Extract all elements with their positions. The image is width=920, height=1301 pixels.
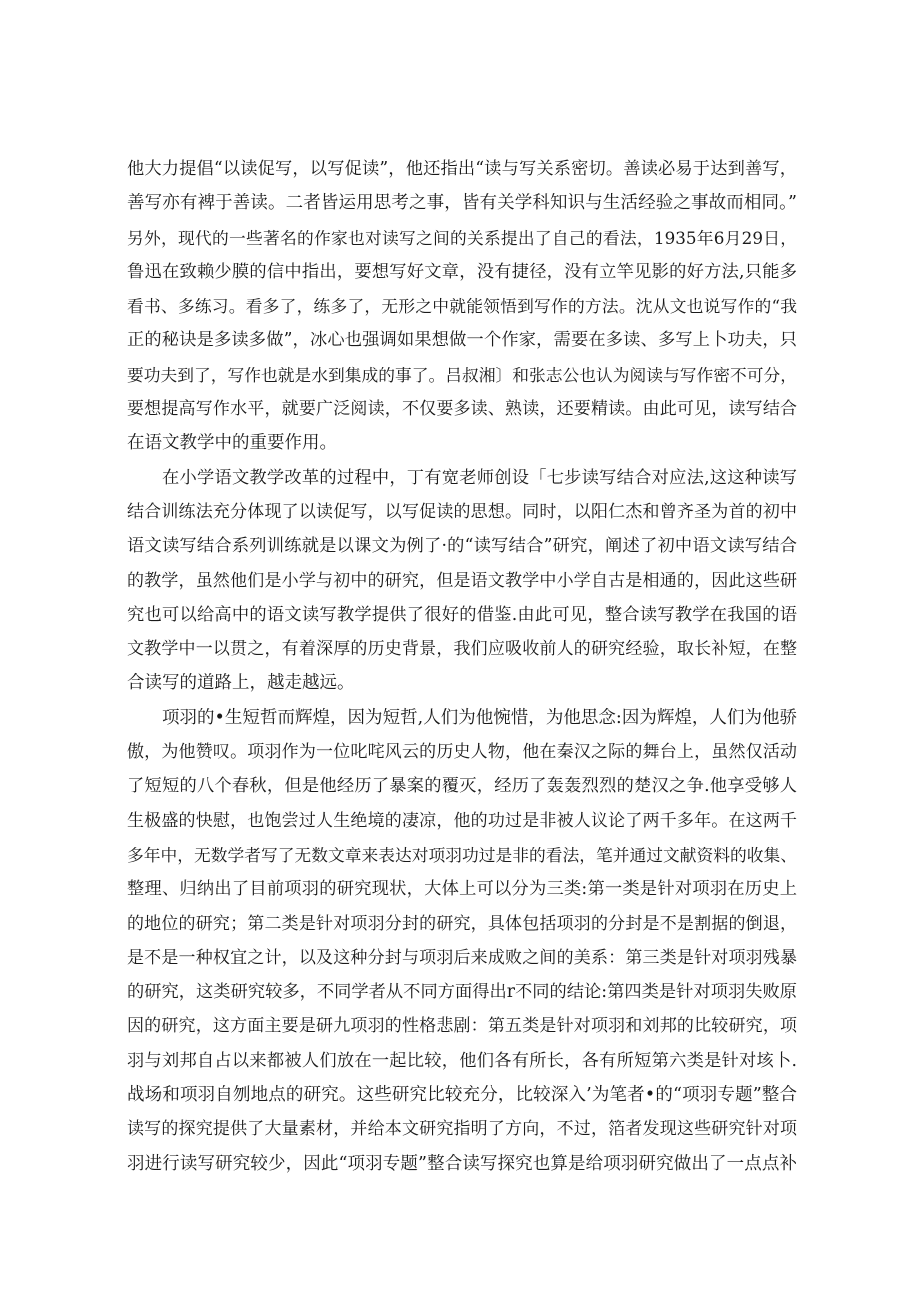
text-line: 文教学中一以贯之，有着深厚的历史背景，我们应吸收前人的研究经验，取长补短，在整 <box>127 639 797 660</box>
text-line: 羽与刘邦自占以来都被人们放在一起比较，他们各有所长，各有所短第六类是针对垓卜. <box>127 1050 797 1071</box>
text-line: 了短短的八个春秋，但是他经历了暴案的覆灭，经历了轰轰烈烈的楚汉之争.他享受够人 <box>127 776 797 797</box>
text-line: 结合训练法充分体现了以读促写，以写促读的思想。同时，以阳仁杰和曾齐圣为首的初中 <box>127 501 797 522</box>
text-line: 要想提高写作水平，就要广泛阅读，不仅要多读、熟读，还要精读。由此可见，读写结合 <box>127 399 797 420</box>
text-line: 另外，现代的一些著名的作家也对读写之间的关系提出了自己的看法，1935年6月29日， <box>127 227 797 248</box>
text-line: 是不是一种权宜之计，以及这种分封与项羽后来成败之间的美系：第三类是针对项羽残暴 <box>127 947 797 968</box>
text-line: 合读写的道路上，越走越远。 <box>127 673 355 694</box>
text-line: 的地位的研究；第二类是针对项羽分封的研究，具体包括项羽的分封是不是割据的倒退， <box>127 913 797 934</box>
text-line: 羽进行读写研究较少，因此“项羽专题”整合读写探究也算是给项羽研究做出了一点点补 <box>127 1153 797 1174</box>
paragraph-reading-writing-views <box>127 152 797 461</box>
text-line: 战场和项羽自刎地点的研究。这些研究比较充分，比较深入’为笔者•的“项羽专题”整合 <box>127 1085 797 1106</box>
text-line: 究也可以给高中的语文读写教学提供了很好的借鉴.由此可见，整合读写教学在我国的语 <box>127 604 797 625</box>
text-line: 多年中，无数学者写了无数文章来表达对项羽功过是非的看法，笔并通过文献资料的收集、 <box>127 844 798 865</box>
text-line: 的研究，这类研究较多，不同学者从不同方面得出r不同的结论:第四类是针对项羽失败原 <box>127 982 797 1003</box>
text-line: 看书、多练习。看多了，练多了，无形之中就能领悟到写作的方法。沈从文也说写作的“我 <box>127 296 797 317</box>
paragraph-teaching-reform <box>127 461 797 701</box>
text-line: 在语文教学中的重要作用。 <box>127 433 337 454</box>
text-line: 因的研究，这方面主要是研九项羽的性格悲剧：第五类是针对项羽和刘邦的比较研究，项 <box>127 1016 797 1037</box>
text-line: 傲，为他赞叹。项羽作为一位叱咤风云的历史人物，他在秦汉之际的舞台上，虽然仅活动 <box>127 742 797 763</box>
text-line: 的教学，虽然他们是小学与初中的研究，但是语文教学中小学自古是相通的，因此这些研 <box>127 570 797 591</box>
text-line: 他大力提倡“以读促写，以写促读”，他还指出“读与写关系密切。善读必易于达到善写， <box>127 159 797 179</box>
text-line: 生极盛的快慰，也饱尝过人生绝境的凄凉，他的功过是非被人议论了两千多年。在这两千 <box>127 810 797 831</box>
text-line: 整理、归纳出了目前项羽的研究现状，大体上可以分为三类:第一类是针对项羽在历史上 <box>127 879 797 900</box>
text-line: 在小学语文教学改革的过程中，丁有宽老师创设「七步读写结合对应法,这这种读写 <box>162 467 797 488</box>
text-line: 鲁迅在致赖少膜的信中指出，要想写好文章，没有捷径，没有立竿见影的好方法,只能多 <box>127 261 797 282</box>
text-line: 语文读写结合系列训练就是以课文为例了·的“读写结合”研究，阐述了初中语文读写结合 <box>127 536 797 557</box>
text-line: 项羽的•生短哲而辉煌，因为短哲,人们为他惋惜，为他思念:因为辉煌，人们为他骄 <box>162 707 797 728</box>
body-text <box>127 152 797 1181</box>
text-line: 善写亦有裨于善读。二者皆运用思考之事，皆有关学科知识与生活经验之事故而相同。” <box>127 193 797 214</box>
text-line: 读写的探究提供了大量素材，并给本文研究指明了方向，不过，箔者发现这些研究针对项 <box>127 1119 797 1140</box>
text-line: 正的秘诀是多读多做”，冰心也强调如果想做一个作家，需要在多读、多写上卜功夫，只 <box>127 330 797 351</box>
text-line: 要功夫到了，写作也就是水到集成的事了。吕叔湘〕和张志公也认为阅读与写作密不可分， <box>127 364 798 385</box>
paragraph-xiang-yu-research <box>127 701 797 1181</box>
